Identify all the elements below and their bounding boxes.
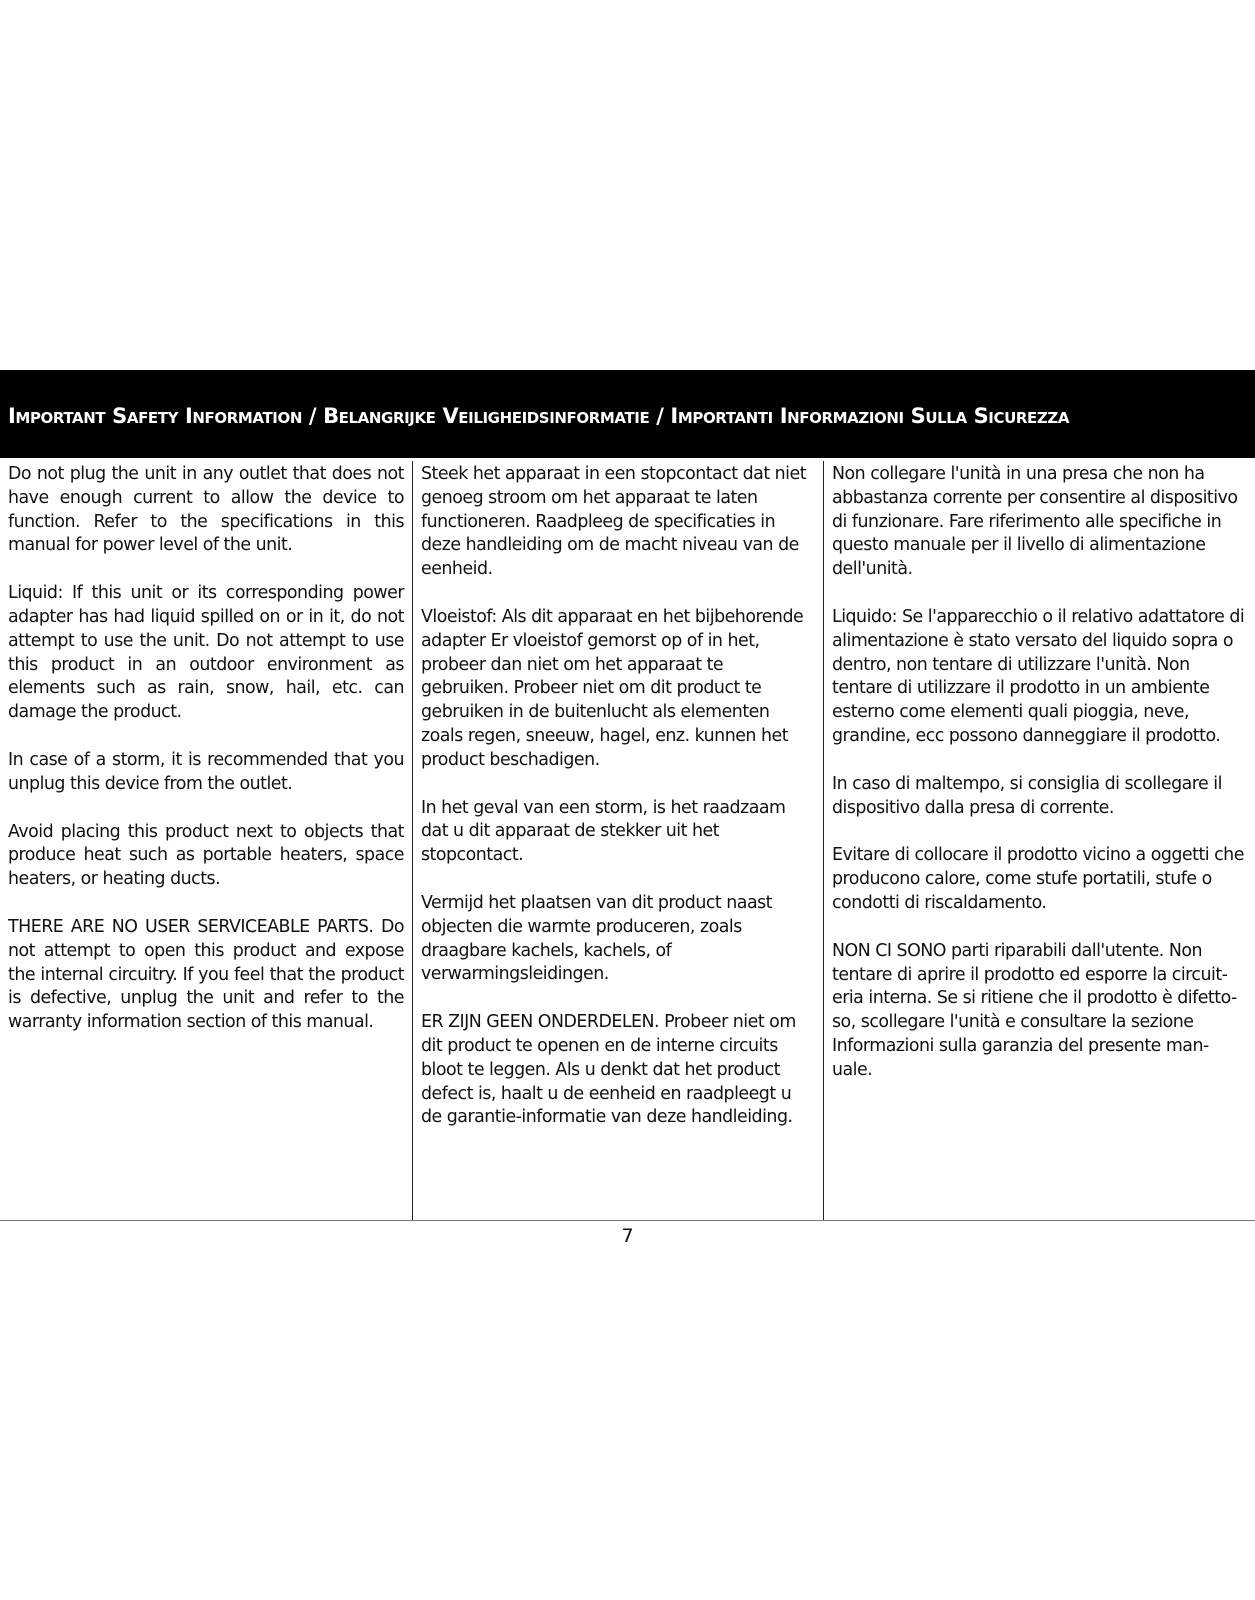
paragraph-liquid: Liquido: Se l'apparecchio o il relativo adattatore di alimentazione è stato versato del liquido sopra o dentro, non tentare di utilizzare l'unità. Non tentare di utilizzare il prodotto in un ambiente esterno come elementi quali pioggia, neve, grandine, ecc possono danneggiare il prodotto. — [832, 606, 1245, 746]
paragraph-liquid: Vloeistof: Als dit apparaat en het bijbehorende adapter Er vloeistof gemorst op of in het, probeer dan niet om het apparaat te gebruiken. Probeer niet om dit product te gebruiken in de buitenlucht als elementen zoals regen, sneeuw, hagel, enz. kunnen het product beschadigen. — [421, 606, 804, 770]
column-dutch — [412, 461, 823, 1220]
page-number: 7 — [621, 1225, 634, 1247]
paragraph-no-serviceable-parts: ER ZIJN GEEN ONDERDELEN. Probeer niet om dit product te openen en de interne circuits bloot te leggen. Als u denkt dat het product defect is, haalt u de eenheid en raadpleegt u de garantie-informatie van deze handleiding. — [421, 1012, 796, 1128]
column-italian — [823, 461, 1255, 1220]
paragraph-power-outlet: Do not plug the unit in any outlet that does not have enough current to allow the device to function. Refer to the specifications in this manual for power level of the unit. — [8, 464, 404, 556]
paragraph-liquid: Liquid: If this unit or its corresponding power adapter has had liquid spilled on or in it, do not attempt to use the unit. Do not attempt to use this product in an outdoor environment as elements such as rain, snow, hail, etc. can damage the product. — [8, 583, 404, 723]
paragraph-heat: Vermijd het plaatsen van dit product naast objecten die warmte produceren, zoals draagbare kachels, kachels, of verwarmingsleidingen. — [421, 892, 772, 985]
paragraph-no-serviceable-parts: THERE ARE NO USER SERVICEABLE PARTS. Do not attempt to open this product and expose the internal circuitry. If you feel that the product is defective, unplug the unit and refer to the warranty information section of this manual. — [8, 916, 404, 1033]
paragraph-power-outlet: Steek het apparaat in een stopcontact dat niet genoeg stroom om het apparaat te laten functioneren. Raadpleeg de specificaties in deze handleiding om de macht niveau van de eenheid. — [421, 464, 807, 580]
bottom-divider — [0, 1220, 1255, 1221]
header-bar — [0, 370, 1255, 458]
paragraph-storm: In het geval van een storm, is het raadzaam dat u dit apparaat de stekker uit het stopcontact. — [421, 797, 786, 866]
safety-columns — [0, 461, 1255, 1220]
column-english — [0, 461, 412, 1220]
page-title: Important Safety Information / Belangrijke Veiligheidsinformatie / Importanti Informazioni Sulla Sicurezza — [8, 404, 1070, 428]
paragraph-power-outlet: Non collegare l'unità in una presa che non ha abbastanza corrente per consentire al dispositivo di funzionare. Fare riferimento alle specifiche in questo manuale per il livello di alimentazione dell'unità. — [832, 464, 1238, 580]
paragraph-storm: In caso di maltempo, si consiglia di scollegare il dispositivo dalla presa di corrente. — [832, 773, 1222, 818]
paragraph-storm: In case of a storm, it is recommended that you unplug this device from the outlet. — [8, 749, 404, 794]
paragraph-heat: Avoid placing this product next to objects that produce heat such as portable heaters, space heaters, or heating ducts. — [8, 821, 404, 890]
paragraph-no-serviceable-parts: NON CI SONO parti riparabili dall'utente. Non tentare di aprire il prodotto ed esporre la circuit-eria interna. Se si ritiene che il prodotto è difetto-so, scollegare l'unità e consultare la sezione Informazioni sulla garanzia del presente man-uale. — [832, 940, 1237, 1080]
paragraph-heat: Evitare di collocare il prodotto vicino a oggetti che producono calore, come stufe portatili, stufe o condotti di riscaldamento. — [832, 845, 1244, 913]
